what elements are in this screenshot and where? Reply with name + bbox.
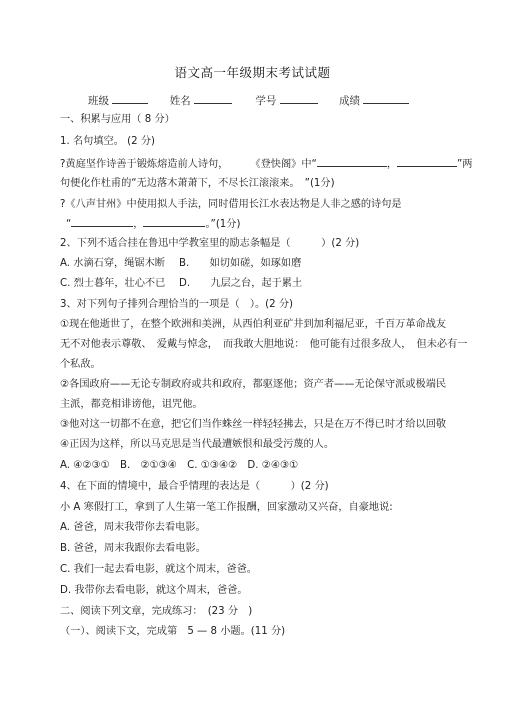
q3-sentence-1-cont: 无不对他表示尊敬、 爱戴与悼念， 而我敢大胆地说： 他可能有过很多敌人， 但未必有一 [60, 339, 468, 350]
q4-option-c: C. 我们一起去看电影，就这个周末，爸爸。 [60, 564, 257, 575]
q3-options: A. ④②③① B. ②①③④ C. ①③④② D. ②④③① [60, 460, 299, 471]
question-3: 3、对下列句子排列合理恰当的一项是（ ）。(2 分) [60, 299, 293, 310]
answer-blank-1[interactable] [317, 156, 387, 167]
answer-blank-4[interactable] [143, 216, 205, 227]
q3-sentence-2: ②各国政府——无论专制政府或共和政府，都驱逐他；资产者——无论保守派或极端民 [60, 379, 447, 390]
question-1-part-a [60, 156, 472, 172]
q1a-comma: ， [386, 159, 397, 170]
question-1-heading: 1. 名句填空。 (2 分) [60, 136, 155, 147]
q3-sentence-2-cont: 主派，都竞相诽谤他，诅咒他。 [60, 399, 203, 410]
q2-option-d: D. 九层之台，起于累土 [179, 278, 303, 289]
question-2-options-cd [60, 277, 302, 291]
q1a-text: ?黄庭坚作诗善于锻炼熔造前人诗句， [60, 159, 229, 170]
reading-1-heading: （一）、阅读下文，完成第 5 — 8 小题。(11 分) [60, 626, 286, 637]
question-2: 2、下列不适合挂在鲁迅中学教室里的励志条幅是（ ）(2 分) [60, 238, 360, 249]
q1b-comma: ， [133, 219, 144, 230]
q2-option-c: C. 烈士暮年，壮心不已 [60, 278, 166, 289]
score-label: 成绩 [339, 95, 361, 107]
q3-sentence-1-end: 个私敌。 [60, 359, 101, 370]
score-blank[interactable] [363, 92, 409, 104]
class-blank[interactable] [112, 92, 148, 104]
answer-blank-3[interactable] [71, 216, 133, 227]
id-blank[interactable] [280, 92, 318, 104]
section-heading-2: 二、阅读下列文章，完成练习： (23 分 ) [60, 606, 253, 617]
student-info-row [88, 92, 409, 108]
q3-sentence-1: ①现在他逝世了，在整个欧洲和美洲，从西伯利亚矿井到加利福尼亚，千百万革命战友 [60, 319, 447, 330]
q2-option-a: A. 水滴石穿，绳锯木断 [60, 258, 165, 269]
q4-option-b: B. 爸爸，周末我跟你去看电影。 [60, 543, 206, 554]
question-1-part-b: ?《八声甘州》中使用拟人手法，同时借用长江水表达物是人非之感的诗句是 [60, 199, 402, 210]
q3-sentence-4: ④正因为这样，所以马克思是当代最遭嫉恨和最受污蔑的人。 [60, 439, 335, 450]
q1b-close: 。”(1分) [205, 219, 241, 230]
page-title: 语文高一年级期末考试试题 [174, 65, 331, 80]
id-label: 学号 [255, 95, 277, 107]
answer-blank-2[interactable] [397, 156, 457, 167]
q1a-source: 《登快阁》中“ [250, 159, 317, 170]
q2-option-b: B. 如切如磋，如琢如磨 [179, 258, 302, 269]
q4-option-d: D. 我带你去看电影，就这个周末，爸爸。 [60, 585, 248, 596]
q1a-tail: ”两 [457, 159, 473, 170]
question-4: 4、在下面的情境中，最合乎情理的表达是（ ）(2 分) [60, 481, 329, 492]
question-2-options-ab [60, 257, 301, 271]
name-label: 姓名 [169, 95, 191, 107]
class-label: 班级 [88, 95, 109, 107]
q3-sentence-3: ③他对这一切都不在意，把它们当作蛛丝一样轻轻拂去，只是在万不得已时才给以回敬 [60, 419, 447, 430]
name-blank[interactable] [194, 92, 232, 104]
question-1-part-b-blanks [60, 216, 240, 232]
q1b-open-quote: “ [66, 219, 72, 230]
section-heading-1: 一、积累与应用（ 8 分） [60, 114, 175, 125]
q4-context: 小 A 寒假打工，拿到了人生第一笔工作报酬，回家激动又兴奋，自豪地说: [60, 502, 393, 513]
question-1-part-a-cont: 句便化作杜甫的“无边落木萧萧下，不尽长江滚滚来。 ”(1分) [60, 178, 335, 189]
q4-option-a: A. 爸爸，周末我带你去看电影。 [60, 522, 206, 533]
